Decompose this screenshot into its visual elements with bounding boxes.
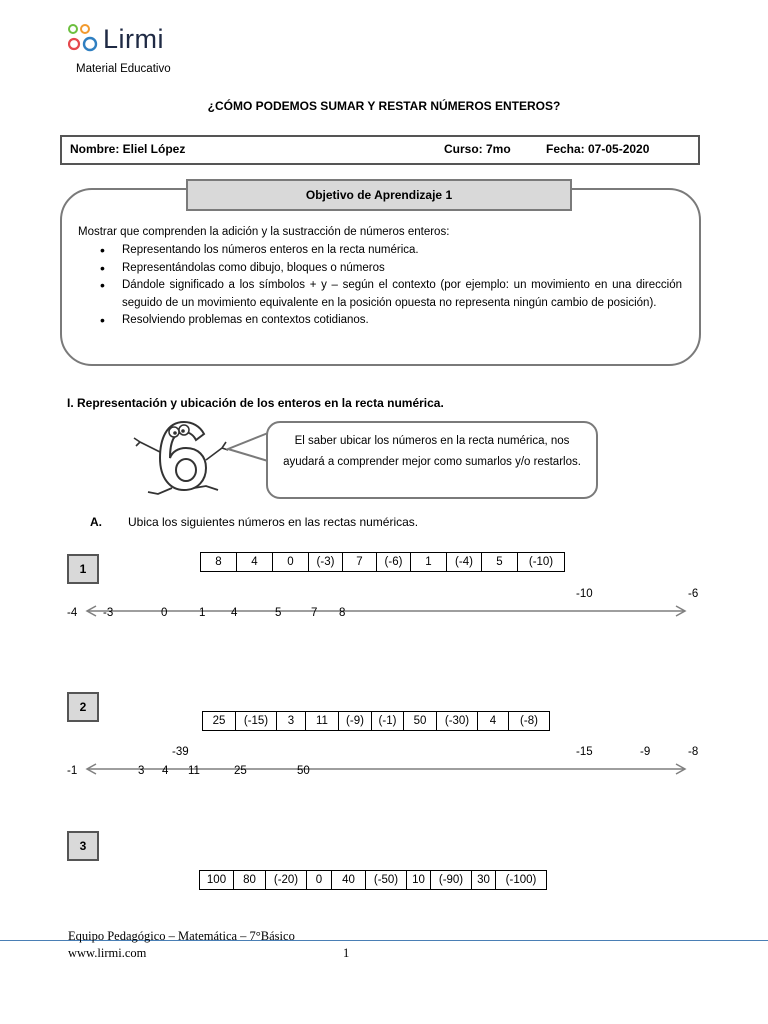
number-table-3 [199, 870, 547, 890]
answer-label: -8 [688, 746, 699, 758]
footer-website: www.lirmi.com [68, 946, 147, 960]
table-cell: 30 [472, 871, 496, 890]
table-cell: (-30) [437, 712, 478, 731]
table-cell: 0 [307, 871, 332, 890]
task-instruction: Ubica los siguientes números en las rectas numéricas. [128, 515, 419, 529]
line-label: 5 [275, 607, 282, 619]
student-name: Nombre: Eliel López [70, 142, 186, 156]
logo-dot-green [69, 25, 77, 33]
brand-subtitle: Material Educativo [76, 63, 171, 75]
objective-item: • Resolviendo problemas en contextos cotidianos. [100, 312, 682, 330]
table-cell: (-3) [309, 553, 343, 572]
answer-label: -6 [688, 588, 699, 600]
table-cell: 50 [404, 712, 437, 731]
exercise-number-1: 1 [67, 554, 99, 584]
line-label: -4 [67, 607, 78, 619]
line-label: 4 [231, 607, 238, 619]
table-cell: 4 [237, 553, 273, 572]
logo-dot-orange [81, 25, 89, 33]
line-label: 0 [161, 607, 168, 619]
table-cell: (-6) [377, 553, 411, 572]
task-letter: A. [90, 515, 102, 529]
table-cell: 5 [482, 553, 518, 572]
table-cell: (-10) [518, 553, 565, 572]
table-cell: 7 [343, 553, 377, 572]
line-label: 25 [234, 765, 247, 777]
table-cell: 1 [411, 553, 447, 572]
table-cell: 0 [273, 553, 309, 572]
table-cell: (-4) [447, 553, 482, 572]
exercise-number-2: 2 [67, 692, 99, 722]
objective-intro: Mostrar que comprenden la adición y la sustracción de números enteros: [78, 226, 450, 238]
logo-dot-red [69, 39, 79, 49]
table-cell: (-8) [509, 712, 550, 731]
table-cell: 25 [203, 712, 236, 731]
table-cell: (-50) [366, 871, 407, 890]
objective-title: Objetivo de Aprendizaje 1 [186, 179, 572, 211]
table-cell: 80 [234, 871, 266, 890]
exercise-number-3: 3 [67, 831, 99, 861]
answer-label: -15 [576, 746, 593, 758]
section-heading: I. Representación y ubicación de los enteros en la recta numérica. [67, 396, 444, 410]
page-number: 1 [343, 946, 350, 960]
table-cell: (-15) [236, 712, 277, 731]
line-label: -1 [67, 765, 78, 777]
number-line-1 [84, 604, 690, 618]
brand-name: Lirmi [103, 24, 164, 54]
answer-label: -9 [640, 746, 651, 758]
line-label: 7 [311, 607, 318, 619]
number-line-2 [84, 762, 690, 776]
line-label: 8 [339, 607, 346, 619]
table-cell: (-100) [496, 871, 547, 890]
table-cell: (-1) [372, 712, 404, 731]
table-cell: 8 [201, 553, 237, 572]
line-label: 3 [138, 765, 145, 777]
line-label: 50 [297, 765, 310, 777]
table-cell: 11 [306, 712, 339, 731]
table-cell: (-90) [431, 871, 472, 890]
table-cell: (-20) [266, 871, 307, 890]
line-label: 4 [162, 765, 169, 777]
line-label: 1 [199, 607, 206, 619]
table-cell: 4 [478, 712, 509, 731]
answer-label: -10 [576, 588, 593, 600]
number-table-2 [202, 711, 550, 731]
table-cell: 3 [277, 712, 306, 731]
objective-list [100, 242, 682, 330]
speech-bubble-text: El saber ubicar los números en la recta numérica, nos ayudará a comprender mejor como sumarlos y/o restarlos. [283, 435, 581, 468]
number-table-1 [200, 552, 565, 572]
course: Curso: 7mo [444, 142, 511, 156]
answer-label: -39 [172, 746, 189, 758]
table-cell: 100 [200, 871, 234, 890]
line-label: -3 [103, 607, 114, 619]
objective-item: • Dándole significado a los símbolos + y – según el contexto (por ejemplo: un movimiento en una dirección seguido de un movimiento equivalente en la posición opuesta no representa ningún cambio de posición). [100, 277, 682, 312]
logo-dot-blue [84, 38, 96, 50]
table-cell: 10 [407, 871, 431, 890]
table-cell: (-9) [339, 712, 372, 731]
line-label: 11 [188, 765, 200, 777]
table-cell: 40 [332, 871, 366, 890]
date: Fecha: 07-05-2020 [546, 142, 650, 156]
objective-item: • Representando los números enteros en la recta numérica. [100, 242, 682, 260]
number-six-mascot-illustration [126, 414, 236, 500]
objective-item: • Representándolas como dibujo, bloques o números [100, 260, 682, 278]
footer-credit: Equipo Pedagógico – Matemática – 7°Básico [68, 929, 295, 943]
page-title: ¿CÓMO PODEMOS SUMAR Y RESTAR NÚMEROS ENTEROS? [207, 99, 561, 113]
